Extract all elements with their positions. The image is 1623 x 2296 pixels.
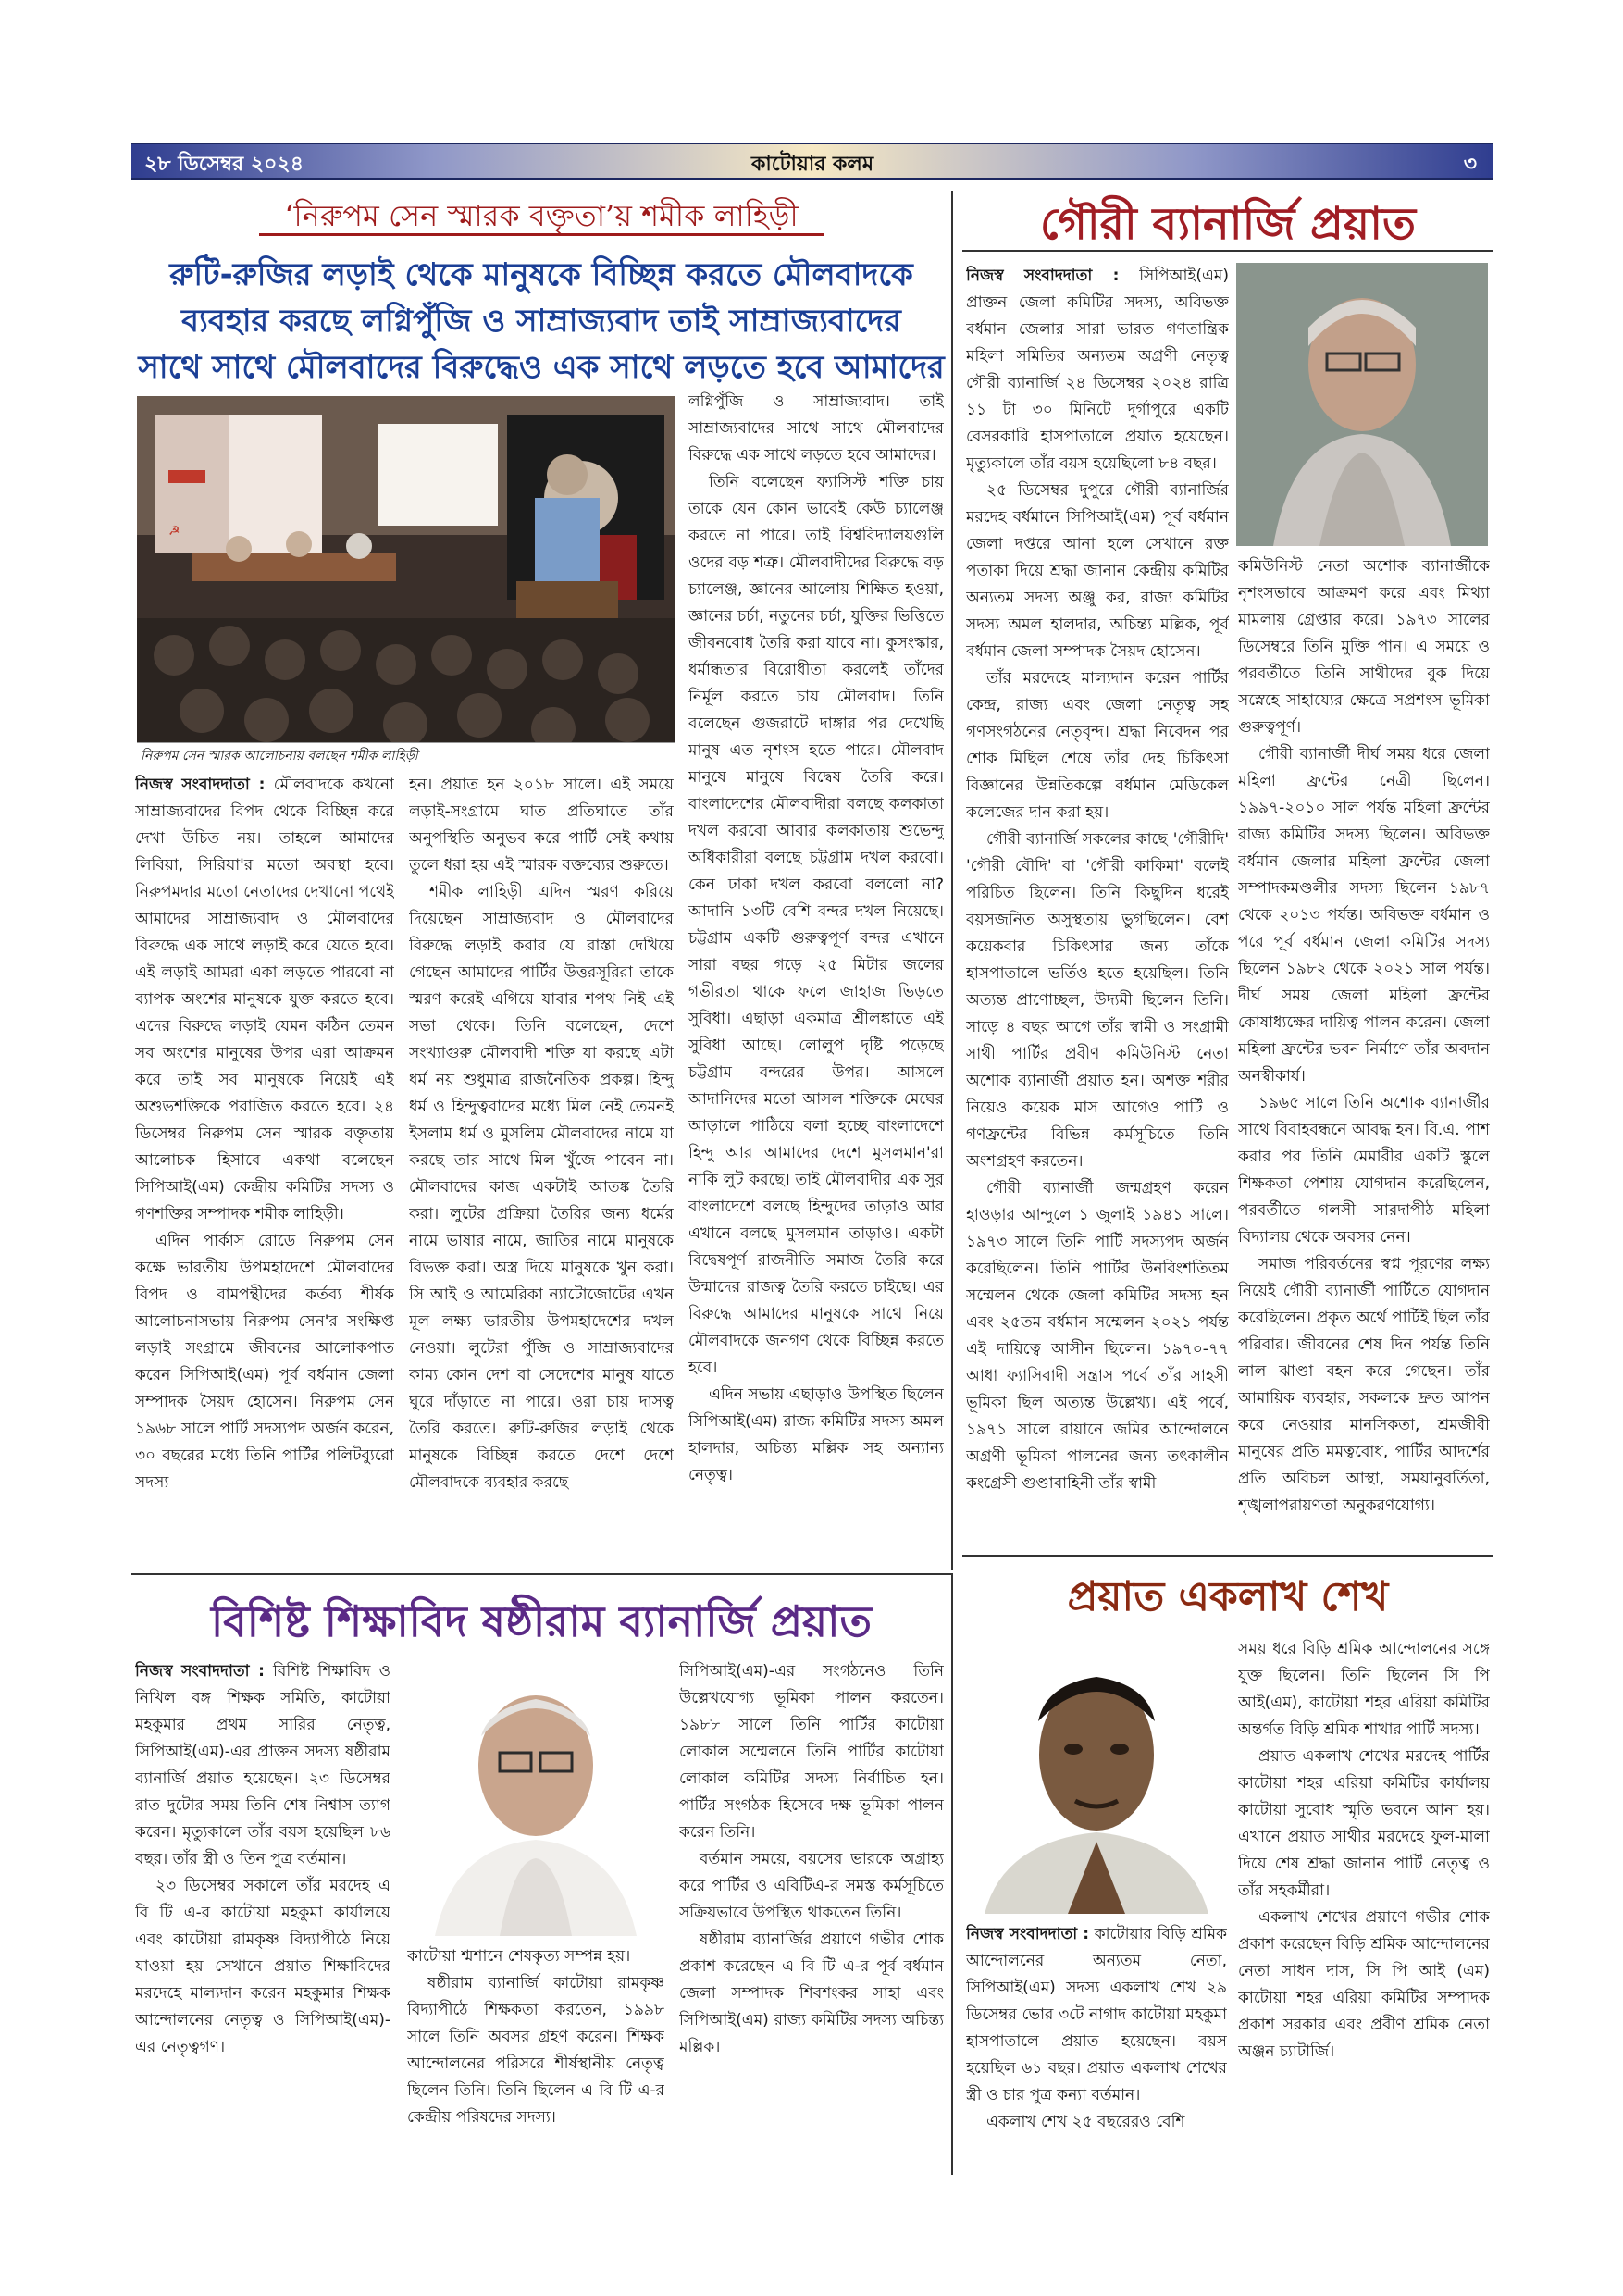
lecture-hall-photo — [137, 396, 675, 764]
lead-col2-text: হন। প্রয়াত হন ২০১৮ সালে। এই সময়ে লড়াই-সংগ্রামে ঘাত প্রতিঘাতে তাঁর অনুপস্থিতি অনুভব করে পার্টি সেই কথায় তুলে ধরা হয় এই স্মারক বক্তব্যের শুরুতে। — [409, 776, 674, 875]
lead-photo — [137, 396, 675, 764]
ekalakh-col1a-text: কাটোয়ার বিড়ি শ্রমিক আন্দোলনের অন্যতম নেতা, সিপিআই(এম) সদস্য একলাখ শেখ ২৯ ডিসেম্বর ভোর ৩টে নাগাদ কাটোয়া মহকুমা হাসপাতালে প্রয়াত হয়েছেন। বয়স হয়েছিল ৬১ বছর। প্রয়াত একলাখ শেখের স্ত্রী ও চার পুত্র কন্যা বর্তমান। — [966, 1925, 1227, 2104]
gouri-col2a-text: কমিউনিস্ট নেতা অশোক ব্যানার্জীকে নৃশংসভাবে আক্রমণ করে এবং মিথ্যা মামলায় গ্রেপ্তার করে। ১৯৭৩ সালের ডিসেম্বরে তিনি মুক্তি পান। এ সময়ে ও পরবর্তীতে তিনি সাথীদের বুক দিয়ে সস্নেহে সাহায্যের ক্ষেত্রে সপ্রশংস ভূমিকা গুরুত্বপূর্ণ। — [1238, 557, 1490, 737]
shashthiram-col2b-text: ষষ্ঠীরাম ব্যানার্জি কাটোয়া রামকৃষ্ণ বিদ্যাপীঠে শিক্ষকতা করতেন, ১৯৯৮ সালে তিনি অবসর গ্রহণ করেন। শিক্ষক আন্দোলনের পরিসরে শীর্ষস্থানীয় নেতৃত্ব ছিলেন তিনি। তিনি ছিলেন এ বি টি এ-র কেন্দ্রীয় পরিষদের সদস্য। — [407, 1974, 664, 2127]
lead-column-1 — [135, 772, 394, 1558]
shashthiram-column-3 — [679, 1658, 944, 2167]
lead-col2b-text: শমীক লাহিড়ী এদিন স্মরণ করিয়ে দিয়েছেন সাম্রাজ্যবাদ ও মৌলবাদের বিরুদ্ধে লড়াই করার যে রাস্তা দেখিয়ে গেছেন আমাদের পার্টির উত্তরসূরিরা তাকে স্মরণ করেই এগিয়ে যাবার শপথ নিই এই সভা থেকে। তিনি বলেছেন, দেশে সংখ্যাগুরু মৌলবাদী শক্তি যা করছে এটা ধর্ম নয় শুধুমাত্র রাজনৈতিক প্রকল্প। হিন্দু ধর্ম ও হিন্দুত্ববাদের মধ্যে মিল নেই তেমনই ইসলাম ধর্ম ও মুসলিম মৌলবাদের নামে যা করছে তার সাথে মিল খুঁজে পাবেন না। মৌলবাদের কাজ একটাই আতঙ্ক তৈরি করা। লুটের প্রক্রিয়া তৈরির জন্য ধর্মের নামে ভাষার নামে, জাতির নামে মানুষকে বিভক্ত করা। অস্ত্র দিয়ে মানুষকে খুন করা। সি আই ও আমেরিকা ন্যাটোজোটের এখন মূল লক্ষ্য ভারতীয় উপমহাদেশের দখল নেওয়া। লুটেরা পুঁজি ও সাম্রাজ্যবাদের কাম্য কোন দেশ বা সেদেশের মানুষ যাতে ঘুরে দাঁড়াতে না পারে। ওরা চায় দাসত্ব তৈরি করতে। রুটি-রুজির লড়াই থেকে মানুষকে বিচ্ছিন্ন করতে দেশে দেশে মৌলবাদকে ব্যবহার করছে — [409, 883, 674, 1492]
shashthiram-column-1 — [135, 1658, 390, 2167]
shashthiram-column-2 — [407, 1943, 664, 2170]
page-number: ৩ — [1463, 153, 1477, 176]
ekalakh-col1b-text: একলাখ শেখ ২৫ বছরেরও বেশি — [986, 2113, 1185, 2131]
ekalakh-portrait — [966, 1636, 1227, 1914]
section-divider-right — [962, 1555, 1493, 1557]
shashthiram-headline: বিশিষ্ট শিক্ষাবিদ ষষ্ঠীরাম ব্যানার্জি প্রয়াত — [210, 1596, 873, 1646]
shashthiram-col1a-text: বিশিষ্ট শিক্ষাবিদ ও নিখিল বঙ্গ শিক্ষক সমিতি, কাটোয়া মহকুমার প্রথম সারির নেতৃত্ব, সিপিআই(এম)-এর প্রাক্তন সদস্য ষষ্ঠীরাম ব্যানার্জি প্রয়াত হয়েছেন। ২৩ ডিসেম্বর রাত দুটোর সময় তিনি শেষ নিশ্বাস ত্যাগ করেন। মৃত্যুকালে তাঁর বয়স হয়েছিল ৮৬ বছর। তাঁর স্ত্রী ও তিন পুত্র বর্তমান। — [135, 1662, 390, 1868]
gouri-col1c-text: তাঁর মরদেহে মাল্যদান করেন পার্টির কেন্দ্র, রাজ্য এবং জেলা নেতৃত্ব সহ গণসংগঠনের নেতৃবৃন্দ। শ্রদ্ধা নিবেদন পর শোক মিছিল শেষে তাঁর দেহ চিকিৎসা বিজ্ঞানের উন্নতিকল্পে বর্ধমান মেডিকেল কলেজের দান করা হয়। — [966, 669, 1229, 822]
svg-text:☭: ☭ — [168, 524, 180, 539]
issue-date: ২৮ ডিসেম্বর ২০২৪ — [144, 153, 304, 176]
ekalakh-column-1 — [966, 1921, 1227, 2169]
shashthiram-byline: নিজস্ব সংবাদদাতা : — [135, 1662, 265, 1681]
section-divider-left — [131, 1573, 951, 1575]
ekalakh-col2a-text: সময় ধরে বিড়ি শ্রমিক আন্দোলনের সঙ্গে যুক্ত ছিলেন। তিনি ছিলেন সি পি আই(এম), কাটোয়া শহর এরিয়া কমিটির অন্তর্গত বিড়ি শ্রমিক শাখার পার্টি সদস্য। — [1238, 1640, 1490, 1739]
ekalakh-headline: প্রয়াত একলাখ শেখ — [1067, 1573, 1389, 1620]
kicker-underline — [259, 233, 824, 236]
shashthiram-col3a-text: সিপিআই(এম)-এর সংগঠনেও তিনি উল্লেখযোগ্য ভূমিকা পালন করতেন। ১৯৮৮ সালে তিনি পার্টির কাটোয়া লোকাল সম্মেলনে তিনি পার্টির কাটোয়া লোকাল কমিটির সদস্য নির্বাচিত হন। পার্টির সংগঠক হিসেবে দক্ষ ভূমিকা পালন করেন তিনি। — [679, 1662, 944, 1842]
shashthiram-photo — [407, 1662, 664, 1936]
ekalakh-column-2 — [1238, 1636, 1490, 2169]
gouri-col1e-text: গৌরী ব্যানার্জী জন্মগ্রহণ করেন হাওড়ার আন্দুলে ১ জুলাই ১৯৪১ সালে। ১৯৭৩ সালে তিনি পার্টি সদস্যপদ অর্জন করেছিলেন। তিনি পার্টির উনবিংশতিতম সম্মেলন থেকে জেলা কমিটির সদস্য হন এবং ২৫তম বর্ধমান সম্মেলন ২০২১ পর্যন্ত এই দায়িত্বে আসীন ছিলেন। ১৯৭০-৭৭ আধা ফ্যাসিবাদী সন্ত্রাস পর্বে তাঁর সাহসী ভূমিকা ছিল অত্যন্ত উল্লেখ্য। এই পর্বে, ১৯৭১ সালে রায়ানে জমির আন্দোলনে অগ্রণী ভূমিকা পালনের জন্য তৎকালীন কংগ্রেসী গুণ্ডাবাহিনী তাঁর স্বামী — [966, 1179, 1229, 1493]
lead-headline-line-2: ব্যবহার করছে লগ্নিপুঁজি ও সাম্রাজ্যবাদ তাই সাম্রাজ্যবাদের — [181, 303, 901, 340]
lead-col1-text: মৌলবাদকে কখনো সাম্রাজ্যবাদের বিপদ থেকে বিচ্ছিন্ন করে দেখা উচিত নয়। তাহলে আমাদের লিবিয়া, সিরিয়া'র মতো অবস্থা হবে। নিরুপমদার মতো নেতাদের দেখানো পথেই আমাদের সাম্রাজ্যবাদ ও মৌলবাদের বিরুদ্ধে এক সাথে লড়াই করে যেতে হবে। এই লড়াই আমরা একা লড়তে পারবো না ব্যাপক অংশের মানুষকে যুক্ত করতে হবে। এদের বিরুদ্ধে লড়াই যেমন কঠিন তেমন সব অংশের মানুষের উপর এরা আক্রমন করে তাই সব মানুষকে নিয়েই এই অশুভশক্তিকে পরাজিত করতে হবে। ২৪ ডিসেম্বর নিরুপম সেন স্মারক বক্তৃতায় আলোচক হিসাবে একথা বলেছেন সিপিআই(এম) কেন্দ্রীয় কমিটির সদস্য ও গণশক্তির সম্পাদক শমীক লাহিড়ী। — [135, 776, 394, 1223]
lead-column-3 — [688, 389, 944, 1557]
gouri-column-1 — [966, 263, 1229, 1540]
shashthiram-col1b-text: ২৩ ডিসেম্বর সকালে তাঁর মরদেহ এ বি টি এ-র কাটোয়া মহকুমা কার্যালয়ে এবং কাটোয়া রামকৃষ্ণ বিদ্যাপীঠে নিয়ে যাওয়া হয় সেখানে প্রয়াত শিক্ষাবিদের মরদেহে মাল্যদান করেন মহকুমার শিক্ষক আন্দোলনের নেতৃত্ব ও সিপিআই(এম)-এর নেতৃত্বগণ। — [135, 1877, 390, 2056]
gouri-col1-text: সিপিআই(এম) প্রাক্তন জেলা কমিটির সদস্য, অবিভক্ত বর্ধমান জেলার সারা ভারত গণতান্ত্রিক মহিলা সমিতির অন্যতম অগ্রণী নেতৃত্ব গৌরী ব্যানার্জি ২৪ ডিসেম্বর ২০২৪ রাত্রি ১১ টা ৩০ মিনিটে দুর্গাপুরে একটি বেসরকারি হাসপাতালে প্রয়াত হয়েছেন। মৃত্যুকালে তাঁর বয়স হয়েছিলো ৮৪ বছর। — [966, 267, 1229, 473]
ekalakh-byline: নিজস্ব সংবাদদাতা : — [966, 1925, 1090, 1943]
gouri-title-rule — [962, 250, 1493, 252]
shashthiram-col2a-text: কাটোয়া শ্মশানে শেষকৃত্য সম্পন্ন হয়। — [407, 1947, 631, 1966]
gouri-photo — [1236, 263, 1488, 546]
lead-column-2 — [409, 772, 674, 1558]
lead-kicker: ‘নিরুপম সেন স্মারক বক্তৃতা’য় শমীক লাহিড়ী — [284, 198, 799, 233]
ekalakh-col2c-text: একলাখ শেখের প্রয়াণে গভীর শোক প্রকাশ করেছেন বিড়ি শ্রমিক আন্দোলনের নেতা সাধন দাস, সি পি আই (এম) কাটোয়া শহর এরিয়া কমিটির সম্পাদক প্রকাশ সরকার এবং প্রবীণ শ্রমিক নেতা অঞ্জন চ্যাটার্জি। — [1238, 1908, 1490, 2061]
ekalakh-photo — [966, 1636, 1227, 1914]
shashthiram-col3b-text: বর্তমান সময়ে, বয়সের ভারকে অগ্রাহ্য করে পার্টির ও এবিটিএ-র সমস্ত কর্মসূচিতে সক্রিয়ভাবে উপস্থিত থাকতেন তিনি। — [679, 1850, 944, 1922]
lead-headline-line-3: সাথে সাথে মৌলবাদের বিরুদ্ধেও এক সাথে লড়তে হবে আমাদের — [138, 349, 945, 386]
lead-col3a-text: লগ্নিপুঁজি ও সাম্রাজ্যবাদ। তাই সাম্রাজ্যবাদের সাথে সাথে মৌলবাদের বিরুদ্ধে এক সাথে লড়তে হবে আমাদের। — [688, 392, 944, 465]
shashthiram-portrait — [407, 1662, 664, 1936]
gouri-col2b-text: গৌরী ব্যানার্জী দীর্ঘ সময় ধরে জেলা মহিলা ফ্রন্টের নেত্রী ছিলেন। ১৯৯৭-২০১০ সাল পর্যন্ত মহিলা ফ্রন্টের রাজ্য কমিটির সদস্য ছিলেন। অবিভক্ত বর্ধমান জেলার মহিলা ফ্রন্টের জেলা সম্পাদকমণ্ডলীর সদস্য ছিলেন ১৯৮৭ থেকে ২০১৩ পর্যন্ত। অবিভক্ত বর্ধমান ও পরে পূর্ব বর্ধমান জেলা কমিটির সদস্য ছিলেন ১৯৮২ থেকে ২০২১ সাল পর্যন্ত। দীর্ঘ সময় জেলা মহিলা ফ্রন্টের কোষাধ্যক্ষের দায়িত্ব পালন করেন। জেলা মহিলা ফ্রন্টের ভবন নির্মাণে তাঁর অবদান অনস্বীকার্য। — [1238, 745, 1490, 1086]
lead-col3c-text: এদিন সভায় এছাড়াও উপস্থিত ছিলেন সিপিআই(এম) রাজ্য কমিটির সদস্য অমল হালদার, অচিন্ত্য মল্লিক সহ অন্যান্য নেতৃত্ব। — [688, 1385, 944, 1484]
column-divider-bottom — [951, 1573, 953, 2175]
gouri-byline: নিজস্ব সংবাদদাতা : — [966, 267, 1120, 285]
gouri-col1b-text: ২৫ ডিসেম্বর দুপুরে গৌরী ব্যানার্জির মরদেহ বর্ধমানে সিপিআই(এম) পূর্ব বর্ধমান জেলা দপ্তরে আনা হলে সেখানে রক্ত পতাকা দিয়ে শ্রদ্ধা জানান কেন্দ্রীয় কমিটির অন্যতম সদস্য অঞ্জু কর, রাজ্য কমিটির সদস্য অমল হালদার, অচিন্ত্য মল্লিক, পূর্ব বর্ধমান জেলা সম্পাদক সৈয়দ হোসেন। — [966, 481, 1229, 661]
paper-name: কাটোয়ার কলম — [750, 153, 874, 176]
column-divider-main — [951, 191, 953, 1570]
gouri-col1d-text: গৌরী ব্যানার্জি সকলের কাছে 'গৌরীদি' 'গৌরী বৌদি' বা 'গৌরী কাকিমা' বলেই পরিচিত ছিলেন। তিনি কিছুদিন ধরেই বয়সজনিত অসুস্থতায় ভুগছিলেন। বেশ কয়েকবার চিকিৎসার জন্য তাঁকে হাসপাতালে ভর্তিও হতে হয়েছিল। তিনি অত্যন্ত প্রাণোচ্ছল, উদ্যমী ছিলেন তিনি। সাড়ে ৪ বছর আগে তাঁর স্বামী ও সংগ্রামী সাথী পার্টির প্রবীণ কমিউনিস্ট নেতা অশোক ব্যানার্জী প্রয়াত হন। অশক্ত শরীর নিয়েও কয়েক মাস আগেও পার্টি ও গণফ্রন্টের বিভিন্ন কর্মসূচিতে তিনি অংশগ্রহণ করতেন। — [966, 830, 1229, 1171]
gouri-col2d-text: সমাজ পরিবর্তনের স্বপ্ন পূরণের লক্ষ্য নিয়েই গৌরী ব্যানার্জী পার্টিতে যোগদান করেছিলেন। প্রকৃত অর্থে পার্টিই ছিল তাঁর পরিবার। জীবনের শেষ দিন পর্যন্ত তিনি লাল ঝাণ্ডা বহন করে গেছেন। তাঁর আমায়িক ব্যবহার, সকলকে দ্রুত আপন করে নেওয়ার মানসিকতা, শ্রমজীবী মানুষের প্রতি মমত্ববোধ, পার্টির আদর্শের প্রতি অবিচল আস্থা, সময়ানুবর্তিতা, শৃঙ্খলাপরায়ণতা অনুকরণযোগ্য। — [1238, 1255, 1490, 1515]
ekalakh-col2b-text: প্রয়াত একলাখ শেখের মরদেহ পার্টির কাটোয়া শহর এরিয়া কমিটির কার্যালয় কাটোয়া সুবোধ স্মৃতি ভবনে আনা হয়। এখানে প্রয়াত সাথীর মরদেহে ফুল-মালা দিয়ে শেষ শ্রদ্ধা জানান পার্টি নেতৃত্ব ও তাঁর সহকর্মীরা। — [1238, 1747, 1490, 1900]
gouri-col2c-text: ১৯৬৫ সালে তিনি অশোক ব্যানার্জীর সাথে বিবাহবন্ধনে আবদ্ধ হন। বি.এ. পাশ করার পর তিনি মেমারীর একটি স্কুলে শিক্ষকতা পেশায় যোগদান করেছিলেন, পরবর্তীতে গলসী সারদাপীঠ মহিলা বিদ্যালয় থেকে অবসর নেন। — [1238, 1094, 1490, 1247]
gouri-portrait — [1236, 263, 1488, 546]
lead-col1b-text: এদিন পার্কাস রোডে নিরুপম সেন কক্ষে ভারতীয় উপমহাদেশে মৌলবাদের বিপদ ও বামপন্থীদের কর্তব্য শীর্ষক আলোচনাসভায় নিরুপম সেন'র সংক্ষিপ্ত লড়াই সংগ্রামে জীবনের আলোকপাত করেন সিপিআই(এম) পূর্ব বর্ধমান জেলা সম্পাদক সৈয়দ হোসেন। নিরুপম সেন ১৯৬৮ সালে পার্টি সদস্যপদ অর্জন করেন, ৩০ বছরের মধ্যে তিনি পার্টির পলিটব্যুরো সদস্য — [135, 1232, 394, 1492]
lead-photo-caption: নিরুপম সেন স্মারক আলোচনায় বলছেন শমীক লাহিড়ী — [137, 742, 675, 764]
shashthiram-col3c-text: ষষ্ঠীরাম ব্যানার্জির প্রয়াণে গভীর শোক প্রকাশ করেছেন এ বি টি এ-র পূর্ব বর্ধমান জেলা সম্পাদক শিবশংকর সাহা এবং সিপিআই(এম) রাজ্য কমিটির সদস্য অচিন্ত্য মল্লিক। — [679, 1930, 944, 2056]
lead-byline: নিজস্ব সংবাদদাতা : — [135, 776, 266, 794]
lead-col3b-text: তিনি বলেছেন ফ্যাসিস্ট শক্তি চায় তাকে যেন কোন ভাবেই কেউ চ্যালেঞ্জ করতে না পারে। তাই বিশ্ববিদ্যালয়গুলি ওদের বড় শত্রু। মৌলবাদীদের বিরুদ্ধে বড় চ্যালেঞ্জ, জ্ঞানের আলোয় শিক্ষিত হওয়া, জ্ঞানের চর্চা, নতুনের চর্চা, যুক্তির ভিত্তিতে জীবনবোধ তৈরি করা যাবে না। কুসংস্কার, ধর্মান্ধতার বিরোধীতা করলেই তাঁদের নির্মূল করতে চায় মৌলবাদ। তিনি বলেছেন গুজরাটে দাঙ্গার পর দেখেছি মানুষ এত নৃশংস হতে পারে। মৌলবাদ মানুষে মানুষে বিদ্বেষ তৈরি করে। বাংলাদেশের মৌলবাদীরা বলছে কলকাতা দখল করবো আবার কলকাতায় শুভেন্দু অধিকারীরা বলছে চট্টগ্রাম দখল করবো। কেন ঢাকা দখল করবো বললো না? আদানি ১৩টি বেশি বন্দর দখল নিয়েছে। চট্টগ্রাম একটি গুরুত্বপূর্ণ বন্দর এখানে সারা বছর গড়ে ২৫ মিটার জলের গভীরতা থাকে ফলে জাহাজ ভিড়তে সুবিধা। এছাড়া একমাত্র শ্রীলঙ্কাতে এই সুবিধা আছে। লোলুপ দৃষ্টি পড়েছে চট্টগ্রাম বন্দরের উপর। আসলে আদানিদের মতো আসল শক্তিকে মেঘের আড়ালে পাঠিয়ে বলা হচ্ছে বাংলাদেশে হিন্দু আর আমাদের দেশে মুসলমান'রা নাকি লুট করছে। তাই মৌলবাদীর এক সুর বাংলাদেশে বলছে হিন্দুদের তাড়াও আর এখানে বলছে মুসলমান তাড়াও। একটা বিদ্বেষপূর্ণ রাজনীতি সমাজ তৈরি করে উন্মাদের রাজত্ব তৈরি করতে চাইছে। এর বিরুদ্ধে আমাদের মানুষকে সাথে নিয়ে মৌলবাদকে জনগণ থেকে বিচ্ছিন্ন করতে হবে। — [688, 473, 944, 1377]
lead-headline — [131, 252, 951, 391]
gouri-headline: গৌরী ব্যানার্জি প্রয়াত — [1039, 198, 1417, 250]
lead-headline-line-1: রুটি-রুজির লড়াই থেকে মানুষকে বিচ্ছিন্ন করতে মৌলবাদকে — [169, 256, 913, 293]
page-header-band — [131, 143, 1493, 180]
gouri-column-2 — [1238, 553, 1490, 1544]
